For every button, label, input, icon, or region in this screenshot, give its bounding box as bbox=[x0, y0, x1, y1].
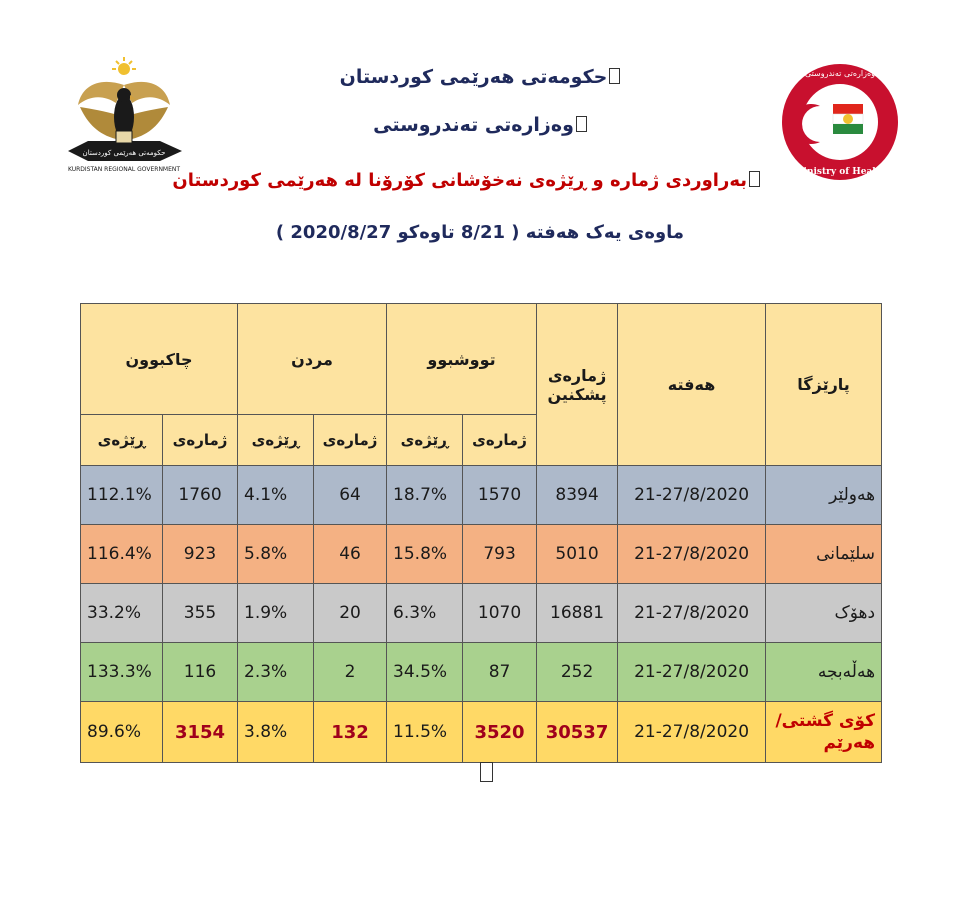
infected-count: 3520 bbox=[463, 702, 537, 763]
header-week: هەفتە bbox=[618, 304, 766, 466]
header-period: ماوەی یەک هەفتە ( 8/21 تاوەکو 2020/8/27 ) bbox=[275, 222, 685, 243]
infected-count: 793 bbox=[463, 525, 537, 584]
death-rate: 1.9% bbox=[238, 584, 314, 643]
infected-count: 1570 bbox=[463, 466, 537, 525]
recovered-count: 3154 bbox=[163, 702, 238, 763]
infected-rate: 11.5% bbox=[387, 702, 463, 763]
tests-count: 8394 bbox=[537, 466, 618, 525]
table-row-total bbox=[81, 702, 882, 763]
logo-left-caption: KURDISTAN REGIONAL GOVERNMENT bbox=[67, 166, 181, 173]
death-count: 20 bbox=[314, 584, 387, 643]
missing-glyph-box bbox=[576, 116, 587, 132]
krg-eagle-emblem-icon bbox=[60, 55, 190, 180]
subheader-death-rate: ڕێژەی bbox=[238, 415, 314, 466]
infected-rate: 18.7% bbox=[387, 466, 463, 525]
governorate-name: کۆی گشتی/ هەرێم bbox=[766, 702, 882, 763]
table-row-duhok bbox=[81, 584, 882, 643]
seal-text-top: وەزارەتی تەندروستی bbox=[804, 69, 876, 78]
infected-rate: 6.3% bbox=[387, 584, 463, 643]
missing-glyph-box bbox=[609, 68, 620, 84]
seal-text-en: Ministry of Health bbox=[793, 167, 887, 177]
tests-count: 16881 bbox=[537, 584, 618, 643]
week-range: 21-27/8/2020 bbox=[618, 525, 766, 584]
table-header-row bbox=[81, 304, 882, 415]
subheader-recovered-count: ژمارەی bbox=[163, 415, 238, 466]
recovered-rate: 89.6% bbox=[81, 702, 163, 763]
header-ministry: وەزارەتی تەندروستی bbox=[200, 114, 760, 136]
table-row-sulaymaniyah bbox=[81, 525, 882, 584]
death-count: 64 bbox=[314, 466, 387, 525]
tests-count: 252 bbox=[537, 643, 618, 702]
svg-text:حكومەتی هەرێمی كوردستان: حكومەتی هەرێمی كوردستان bbox=[82, 149, 166, 157]
governorate-name: هەولێر bbox=[766, 466, 882, 525]
subheader-recovered-rate: ڕێژەی bbox=[81, 415, 163, 466]
recovered-rate: 33.2% bbox=[81, 584, 163, 643]
header-governorate: پارێزگا bbox=[766, 304, 882, 466]
missing-glyph-box bbox=[749, 171, 760, 187]
death-count: 2 bbox=[314, 643, 387, 702]
header-deaths: مردن bbox=[238, 304, 387, 415]
death-rate: 3.8% bbox=[238, 702, 314, 763]
table-row-erbil bbox=[81, 466, 882, 525]
week-range: 21-27/8/2020 bbox=[618, 643, 766, 702]
infected-count: 87 bbox=[463, 643, 537, 702]
recovered-count: 923 bbox=[163, 525, 238, 584]
recovered-count: 116 bbox=[163, 643, 238, 702]
header-recovered: چاکبوون bbox=[81, 304, 238, 415]
death-count: 132 bbox=[314, 702, 387, 763]
infected-rate: 15.8% bbox=[387, 525, 463, 584]
tests-count: 5010 bbox=[537, 525, 618, 584]
recovered-count: 1760 bbox=[163, 466, 238, 525]
missing-glyph-box bbox=[480, 762, 493, 782]
header-government: حکومەتی هەرێمی کوردستان bbox=[200, 66, 760, 88]
ministry-of-health-seal-icon bbox=[775, 62, 905, 182]
subheader-death-count: ژمارەی bbox=[314, 415, 387, 466]
week-range: 21-27/8/2020 bbox=[618, 466, 766, 525]
infected-rate: 34.5% bbox=[387, 643, 463, 702]
table-row-halabja bbox=[81, 643, 882, 702]
death-rate: 2.3% bbox=[238, 643, 314, 702]
recovered-rate: 116.4% bbox=[81, 525, 163, 584]
week-range: 21-27/8/2020 bbox=[618, 584, 766, 643]
governorate-name: سلێمانی bbox=[766, 525, 882, 584]
death-rate: 5.8% bbox=[238, 525, 314, 584]
governorate-name: دهۆک bbox=[766, 584, 882, 643]
infected-count: 1070 bbox=[463, 584, 537, 643]
recovered-rate: 112.1% bbox=[81, 466, 163, 525]
covid-stats-table bbox=[80, 303, 882, 763]
recovered-rate: 133.3% bbox=[81, 643, 163, 702]
tests-count: 30537 bbox=[537, 702, 618, 763]
recovered-count: 355 bbox=[163, 584, 238, 643]
death-count: 46 bbox=[314, 525, 387, 584]
header-infected: تووشبوو bbox=[387, 304, 537, 415]
header-tests: ژمارەی پشکنین bbox=[537, 304, 618, 466]
week-range: 21-27/8/2020 bbox=[618, 702, 766, 763]
governorate-name: هەڵەبجە bbox=[766, 643, 882, 702]
header-comparison-title: بەراوردی ژمارە و ڕێژەی نەخۆشانی کۆرۆنا لە هەرێمی کوردستان bbox=[200, 170, 760, 191]
subheader-infected-count: ژمارەی bbox=[463, 415, 537, 466]
death-rate: 4.1% bbox=[238, 466, 314, 525]
subheader-infected-rate: ڕێژەی bbox=[387, 415, 463, 466]
